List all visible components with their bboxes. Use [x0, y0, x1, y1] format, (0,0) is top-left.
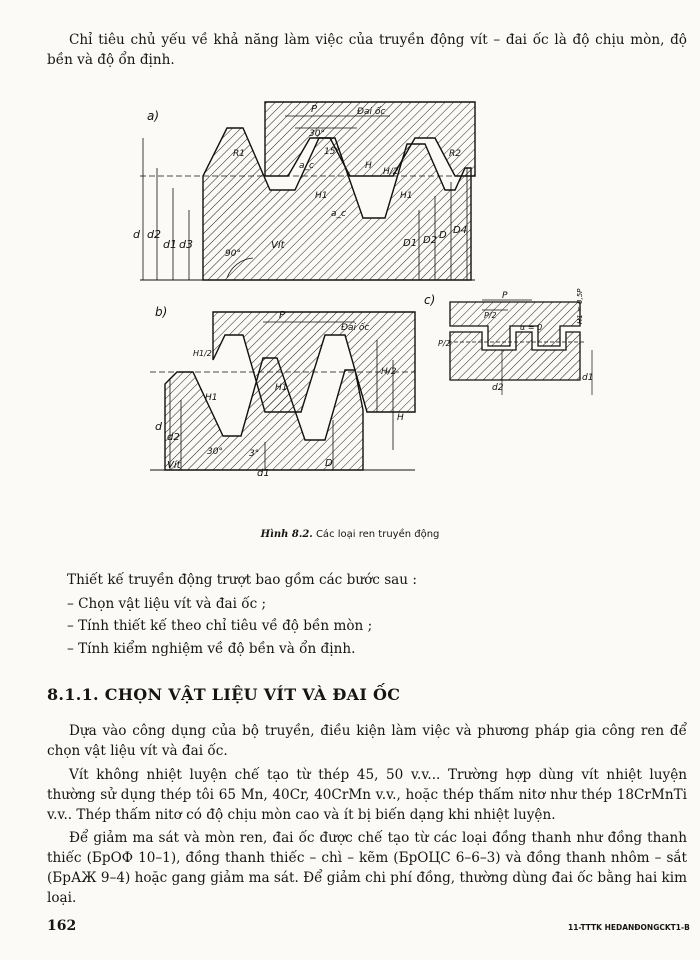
label-b-h1b: H1	[275, 383, 288, 393]
label-b-D: D	[325, 458, 333, 469]
step-item-3: – Tính kiểm nghiệm về độ bền và ổn định.	[67, 641, 356, 657]
intro-paragraph: Chỉ tiêu chủ yếu về khả năng làm việc của truyền động vít – đai ốc là độ chịu mòn, độ bền và độ ổn định.	[47, 32, 687, 68]
label-a-30: 30°	[309, 129, 325, 139]
label-a-d1: d1	[163, 238, 177, 251]
label-a-screw: Vít	[271, 240, 285, 251]
label-c-pitch: P	[502, 291, 508, 301]
label-b-d1: d1	[257, 468, 270, 479]
label-c-d1: d1	[582, 373, 594, 383]
section-title: 8.1.1. CHỌN VẬT LIỆU VÍT VÀ ĐAI ỐC	[47, 685, 401, 704]
caption-label: Hình 8.2.	[260, 529, 313, 540]
steps-intro: Thiết kế truyền động trượt bao gồm các bước sau :	[67, 572, 417, 588]
label-c-d2: d2	[492, 383, 504, 393]
page-number: 162	[47, 918, 77, 934]
label-b-d2: d2	[167, 432, 180, 443]
label-a-h2: H/2	[383, 167, 399, 177]
label-a-r1: R1	[233, 149, 245, 159]
label-a-d2: d2	[147, 228, 161, 241]
label-b-h: H	[397, 413, 404, 423]
label-a-nut: Đai ốc	[357, 107, 386, 117]
figure-b-buttress-thread	[145, 300, 420, 500]
label-a-D1: D1	[403, 238, 418, 249]
figure-caption	[0, 529, 700, 540]
label-b-h1: H1	[205, 393, 218, 403]
label-a-h: H	[365, 161, 372, 171]
label-b-d: d	[155, 420, 162, 433]
label-a-d: d	[133, 228, 140, 241]
caption-text: Các loại ren truyền động	[315, 529, 440, 540]
step-item-2: – Tính thiết kế theo chỉ tiêu về độ bền mòn ;	[67, 618, 373, 634]
label-a-90: 90°	[225, 249, 241, 259]
label-b-pitch: P	[279, 310, 286, 321]
label-b-hf: H1/2	[193, 349, 212, 358]
label-c-halfp: P/2	[484, 311, 497, 320]
figure-c-square-thread	[420, 290, 605, 395]
label-a-pitch: P	[311, 104, 318, 115]
label-c-h1: H1 = 0,5P	[576, 288, 584, 324]
nut-section	[213, 312, 415, 412]
label-a-r2: R2	[449, 149, 461, 159]
label-a-ac1: a_c	[299, 161, 314, 171]
step-item-1: – Chọn vật liệu vít và đai ốc ;	[67, 596, 267, 612]
label-a-h1b: H1	[400, 191, 413, 201]
label-c-panel: c)	[424, 293, 436, 307]
label-c-alpha: α = 0	[520, 323, 543, 332]
body-paragraph-1: Dựa vào công dụng của bộ truyền, điều kiện làm việc và phương pháp gia công ren để chọn vật liệu vít và đai ốc.	[47, 723, 687, 759]
label-a-d3: d3	[179, 238, 193, 251]
label-c-sidep: P/2	[438, 339, 451, 348]
label-a-h1: H1	[315, 191, 328, 201]
label-b-30: 30°	[207, 447, 223, 457]
label-a-D: D	[439, 230, 447, 241]
label-a-ac2: a_c	[331, 209, 346, 219]
label-b-3: 3°	[249, 449, 260, 459]
label-b-panel: b)	[155, 305, 168, 319]
body-paragraph-2: Vít không nhiệt luyện chế tạo từ thép 45, 50 v.v... Trường hợp dùng vít nhiệt luyện thường sử dụng thép tôi 65 Mn, 40Cr, 40CrMn v.v., hoặc thép thấm nitơ như thép 18CrMnTi v.v.. Thép thấm nitơ có độ chịu mòn cao và ít bị biến dạng khi nhiệt luyện.	[47, 767, 687, 823]
label-b-h2: H/2	[381, 367, 397, 377]
label-a-D4: D4	[453, 225, 468, 236]
label-b-nut: Đai ốc	[341, 323, 370, 333]
label-a-panel: a)	[147, 109, 160, 123]
label-a-15: 15°	[324, 147, 340, 157]
label-a-D2: D2	[423, 235, 438, 246]
footer-code: 11-TTTK HEDANĐONGCKT1-B	[568, 923, 690, 932]
body-paragraph-3: Để giảm ma sát và mòn ren, đai ốc được chế tạo từ các loại đồng thanh như đồng thanh thiếc (БрОФ 10–1), đồng thanh thiếc – chì – kẽm (БрОЦС 6–6–3) và đồng thanh nhôm – sắt (БрАЖ 9–4) hoặc gang giảm ma sát. Để giảm chi phí đồng, thường dùng đai ốc bằng hai kim loại.	[47, 830, 687, 906]
label-b-screw: Vít	[167, 460, 181, 471]
figure-a-trapezoidal-thread	[135, 98, 480, 294]
